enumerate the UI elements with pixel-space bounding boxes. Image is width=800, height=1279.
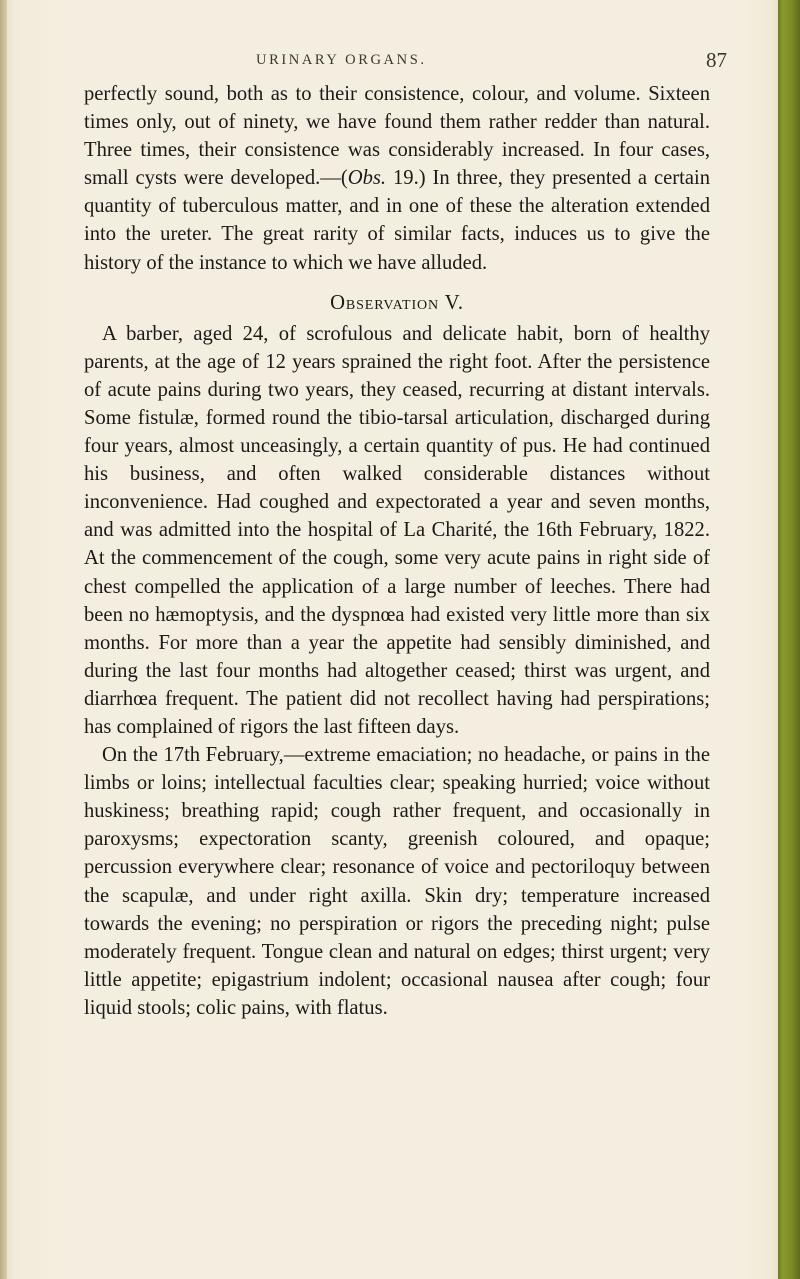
case-history-paragraph: A barber, aged 24, of scrofulous and delicate habit, born of healthy parents, at the age of 12 years sprained the right foot. After the persistence of acute pains during two years, they ceased, recurring at distant intervals. Some fistulæ, formed round the tibio-tarsal articulation, discharged during four years, almost unceasingly, a certain quantity of pus. He had continued his business, and often walked considerable distances without inconvenience. Had coughed and expectorated a year and seven months, and was admitted into the hospital of La Charité, the 16th February, 1822. At the commencement of the cough, some very acute pains in right side of chest compelled the application of a large number of leeches. There had been no hæmoptysis, and the dyspnœa had existed very little more than six months. For more than a year the appetite had sensibly diminished, and during the last four months had altogether ceased; thirst was urgent, and diarrhœa frequent. The patient did not recollect having had perspirations; has complained of rigors the last fifteen days. [84,322,710,738]
observation-reference: Obs. [347,167,387,190]
running-head [0,48,760,78]
paragraph-text: perfectly sound, both as to their consistence, colour, and volume. Sixteen times only, out of ninety, we have found them rather redder than natural. Three times, their consistence was considerably increased. In four cases, small cysts were developed.—( [84,83,710,190]
paragraph-text: 19.) In three, they presented a certain quantity of tuberculous matter, and in one of these the alteration extended into the ureter. The great rarity of similar facts, induces us to give the history of the instance to which we have alluded. [84,167,710,274]
running-head-title: URINARY ORGANS. [256,52,427,68]
main-text [84,80,710,1022]
section-heading: Observation V. [330,291,464,314]
book-cover-edge [778,0,800,1279]
paragraph-continuation [84,80,710,277]
page-number: 87 [706,48,727,72]
examination-paragraph: On the 17th February,—extreme emaciation; no headache, or pains in the limbs or loins; intellectual faculties clear; speaking hurried; voice without huskiness; breathing rapid; cough rather frequent, and occasionally in paroxysms; expectoration scanty, greenish coloured, and opaque; percussion everywhere clear; resonance of voice and pectoriloquy between the scapulæ, and under right axilla. Skin dry; temperature increased towards the evening; no perspiration or rigors the preceding night; pulse moderately frequent. Tongue clean and natural on edges; thirst urgent; very little appetite; epigastrium indolent; occasional nausea after cough; four liquid stools; colic pains, with flatus. [84,744,710,1019]
page-gutter-shadow [0,0,7,1279]
